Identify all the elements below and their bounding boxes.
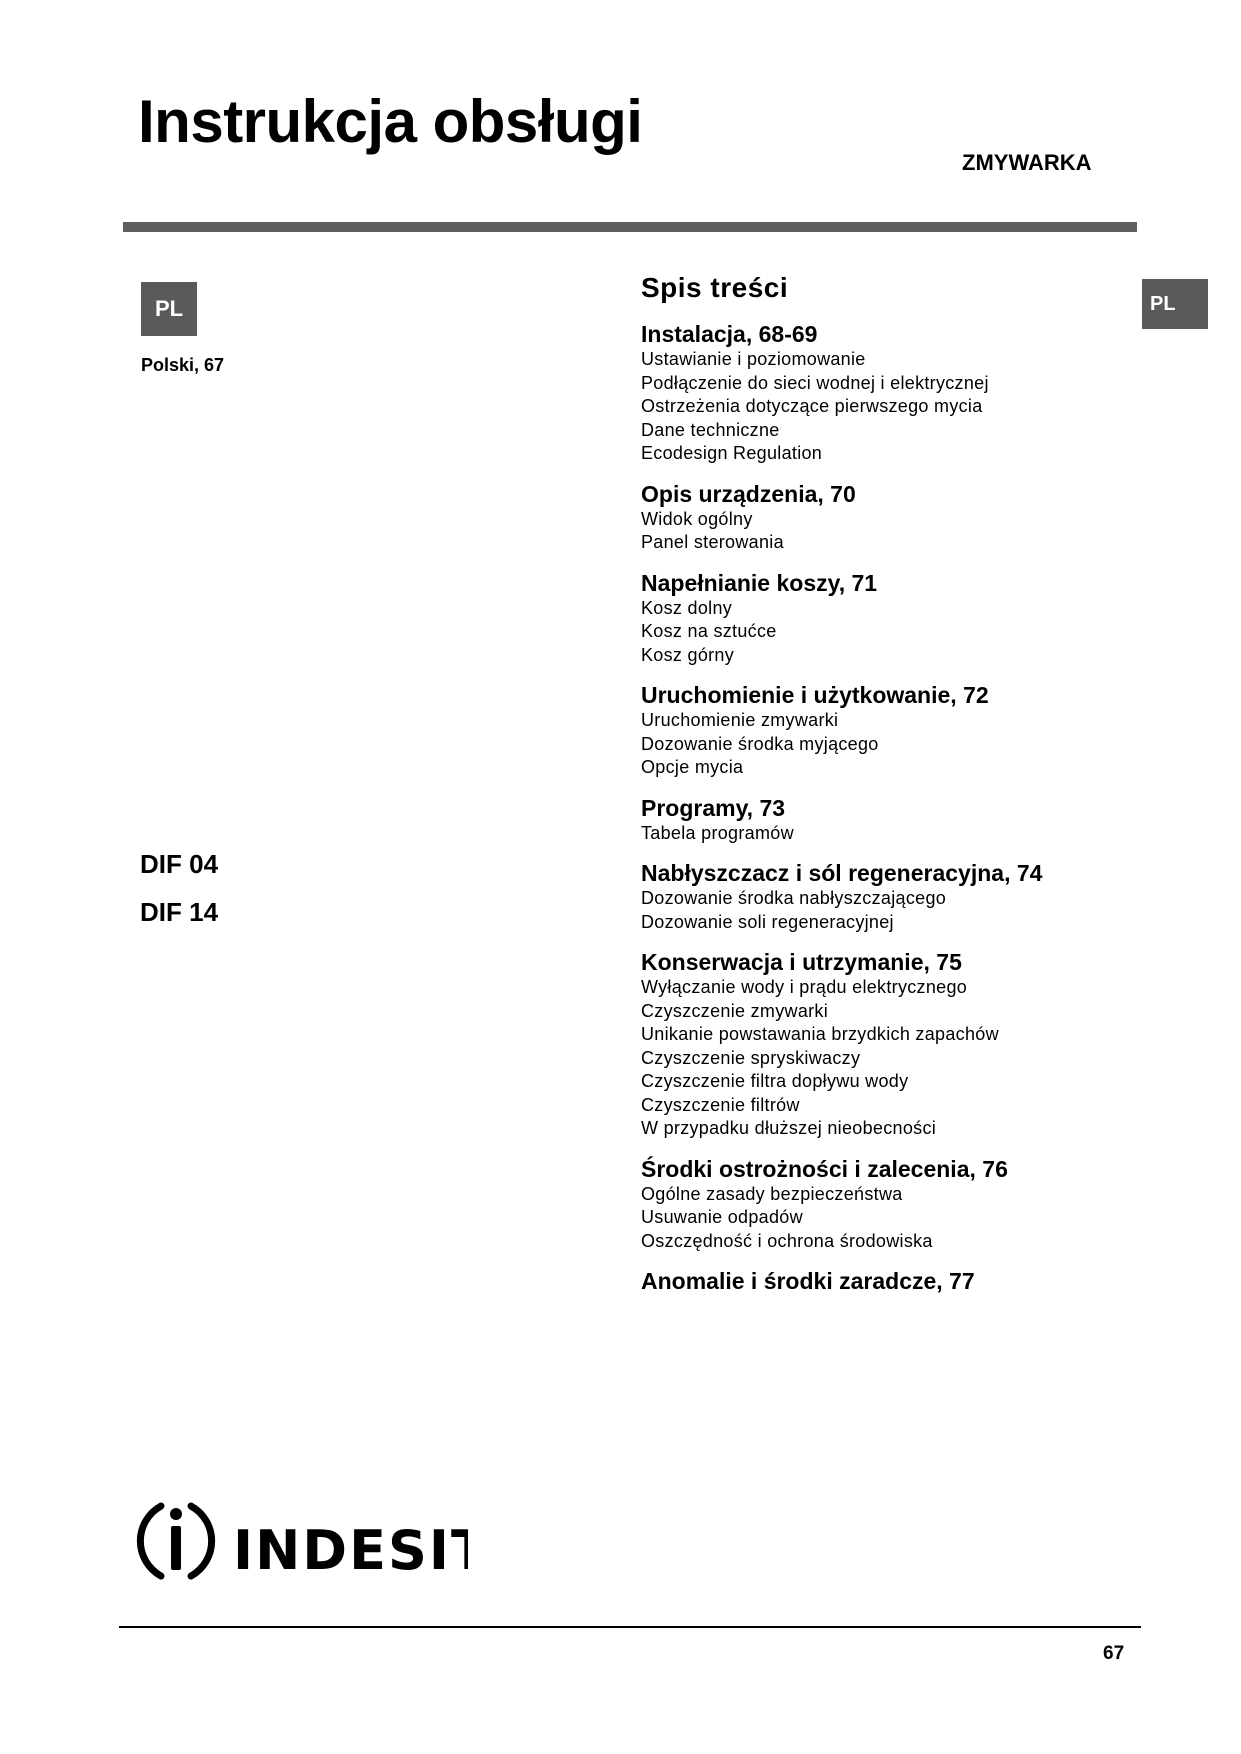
model-name: DIF 14 [140,897,219,927]
indesit-i-logo-icon [128,1492,468,1590]
toc-title: Spis treści [641,272,789,303]
toc-item: Wyłączanie wody i prądu elektrycznego [641,977,968,997]
toc-section-heading: Instalacja, 68-69 [641,321,818,347]
toc-item: Oszczędność i ochrona środowiska [641,1230,933,1251]
toc-item: Ustawianie i poziomowanie [641,349,866,369]
toc-section-heading: Konserwacja i utrzymanie, 75 [641,949,962,975]
toc-item: Czyszczenie zmywarki [641,1000,829,1021]
toc-section-heading: Anomalie i środki zaradcze, 77 [641,1268,975,1294]
toc-section-heading: Opis urządzenia, 70 [641,480,856,507]
toc-section [641,948,1121,1141]
toc-item: W przypadku dłuższej nieobecności [641,1118,937,1138]
toc-item: Dozowanie środka nabłyszczającego [641,888,947,908]
language-badge: PL [141,282,197,336]
toc-section [641,1267,1121,1295]
toc-section [641,681,1121,780]
brand-logo [128,1492,468,1590]
toc-item: Tabela programów [641,822,794,843]
toc-section [641,320,1121,466]
toc-section [641,480,1121,555]
model-name: DIF 04 [140,849,219,879]
toc-item: Ogólne zasady bezpieczeństwa [641,1183,903,1204]
language-index: Polski, 67 [141,355,225,375]
toc-section-heading: Napełnianie koszy, 71 [641,569,878,596]
toc-item: Usuwanie odpadów [641,1207,803,1227]
toc-item: Kosz górny [641,644,735,665]
toc-section-heading: Nabłyszczacz i sól regeneracyjna, 74 [641,860,1043,886]
toc-item: Dozowanie środka myjącego [641,733,879,754]
logo-text: INDESIT [233,1519,468,1582]
toc-item: Kosz dolny [641,597,733,618]
toc-item: Unikanie powstawania brzydkich zapachów [641,1024,999,1044]
page-title: Instrukcja obsługi [138,88,643,155]
toc-section [641,1155,1121,1254]
toc-section-heading: Programy, 73 [641,794,786,821]
footer-divider [119,1626,1141,1628]
toc-sections [641,320,1121,1295]
toc-item: Czyszczenie filtra dopływu wody [641,1071,909,1091]
toc-section-heading: Uruchomienie i użytkowanie, 72 [641,682,989,708]
model-list [140,840,218,936]
toc-section [641,569,1121,668]
toc-item: Czyszczenie spryskiwaczy [641,1047,861,1068]
table-of-contents [641,272,1121,1309]
toc-item: Podłączenie do sieci wodnej i elektrycznej [641,372,989,393]
toc-section-heading: Środki ostrożności i zalecenia, 76 [641,1155,1008,1182]
toc-item: Kosz na sztućce [641,621,777,641]
header-divider [123,222,1137,232]
toc-item: Dozowanie soli regeneracyjnej [641,911,894,932]
toc-item: Ecodesign Regulation [641,443,823,463]
toc-item: Panel sterowania [641,532,784,552]
page-number: 67 [1103,1643,1125,1664]
toc-item: Widok ogólny [641,508,753,529]
toc-item: Opcje mycia [641,757,744,777]
toc-section [641,794,1121,846]
product-label: ZMYWARKA [962,150,1092,175]
language-tab: PL [1142,279,1208,329]
toc-section [641,859,1121,934]
toc-item: Czyszczenie filtrów [641,1094,800,1115]
toc-item: Ostrzeżenia dotyczące pierwszego mycia [641,396,983,416]
toc-item: Dane techniczne [641,419,780,440]
toc-item: Uruchomienie zmywarki [641,710,839,730]
